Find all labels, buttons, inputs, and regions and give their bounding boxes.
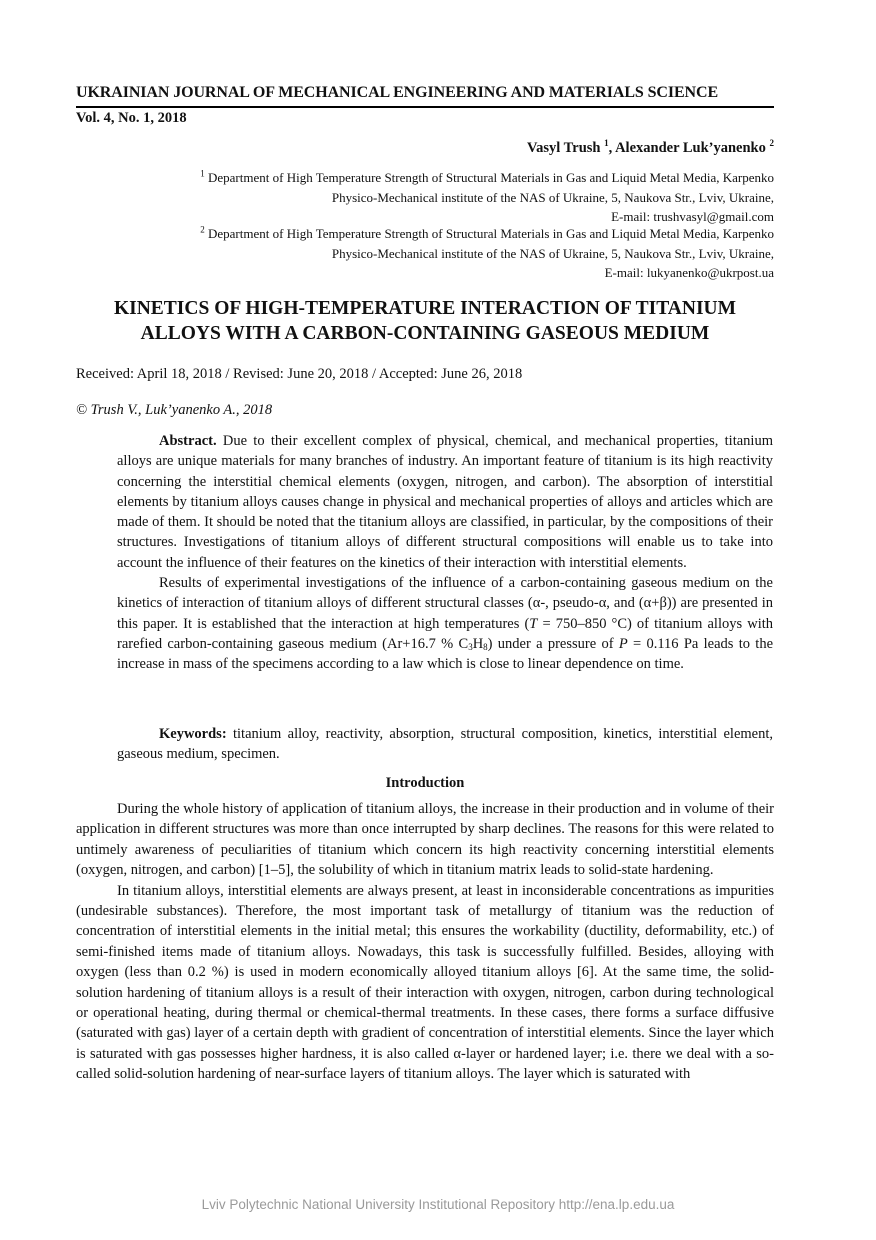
affiliation-2-line-1	[74, 224, 774, 244]
abstract	[117, 431, 773, 675]
abstract-paragraph-2	[117, 573, 773, 674]
section-heading-introduction: Introduction	[385, 775, 465, 791]
abstract-text-1: Due to their excellent complex of physical, chemical, and mechanical properties, titanium alloys are unique materials for many branches of industry. An important feature of titanium is its high reactivity concerning the interstitial chemical elements (oxygen, nitrogen, and carbon). The absorption of interstitial elements by titanium alloys causes change in physical and mechanical properties of alloys and articles which are made of them. It should be noted that the titanium alloys are classified, in particular, by the compositions of their structures. Investigations of titanium alloys of different structural compositions will enable us to take into account the influence of their features on the kinetics of their interaction with interstitial elements.	[117, 433, 773, 571]
formula-subscript-3: 3	[468, 641, 473, 652]
affiliation-2-department: Department of High Temperature Strength of Structural Materials in Gas and Liquid Metal Media, Karpenko	[208, 226, 774, 241]
abstract-text-2c: H	[472, 635, 484, 652]
introduction-paragraph-2: In titanium alloys, interstitial elements are always present, at least in inconsiderable concentrations as impurities (undesirable substances). Therefore, the most important task of metallurgy of titanium was the reduction of concentration of interstitial elements in the initial metal; this ensures the workability (ductility, deformability, etc.) of semi-finished items made of titanium alloys. Nowadays, this task is successfully fulfilled. Besides, alloying with oxygen (less than 0.2 %) is used in modern economically alloyed titanium alloys [6]. At the same time, the solid-solution hardening of titanium alloys is a result of their interaction with oxygen, nitrogen, carbon during technological or operational heating, during thermal or chemical-thermal treatments. In these cases, there forms a surface diffusive (saturated with gas) layer of a certain depth with gradient of concentration of interstitial elements. Since the layer which is saturated with gas possesses higher hardness, it is also called α-layer or hardened layer; i.e. there we deal with a so-called solid-solution hardening of near-surface layers of titanium alloys. The layer which is saturated with	[76, 882, 774, 1083]
author-2-affiliation-mark: 2	[769, 138, 774, 149]
introduction-paragraph-1: During the whole history of application of titanium alloys, the increase in their production and in volume of their application in different structures was more than once interrupted by sharp declines. The reasons for this were related to untimely awareness of peculiarities of titanium which concern its high reactivity concerning interstitial elements (oxygen, nitrogen, and carbon) [1–5], the solubility of which in titanium matrix leads to solid-state hardening.	[76, 801, 774, 879]
journal-volume: Vol. 4, No. 1, 2018	[76, 110, 187, 126]
abstract-text-2e: = 0.116 Pa leads to the increase in mass of the specimens according to a law which is close to linear dependence on time.	[117, 635, 774, 673]
copyright-notice: © Trush V., Luk’yanenko A., 2018	[76, 402, 273, 418]
abstract-label: Abstract.	[159, 433, 217, 449]
abstract-text-2a: Results of experimental investigations of the influence of a carbon-containing gaseous medium on the kinetics of interaction of titanium alloys of different structural classes (α-, pseudo-α, and (α+β)) are presented in this paper. It is established that the interaction at high temperatures (	[117, 575, 773, 632]
abstract-text-2d: ) under a pressure of	[487, 635, 619, 652]
affiliation-2-mark: 2	[200, 224, 205, 235]
paper-title-line-2: ALLOYS WITH A CARBON-CONTAINING GASEOUS MEDIUM	[140, 323, 710, 344]
abstract-text-2b: = 750–850 °C) of titanium alloys with rarefied carbon-containing gaseous medium (Ar+16.7 % C	[117, 615, 773, 652]
author-1-affiliation-mark: 1	[604, 138, 609, 149]
author-line	[527, 140, 774, 157]
affiliation-1	[74, 168, 774, 227]
author-separator: ,	[608, 140, 616, 156]
affiliation-1-line-1	[74, 168, 774, 188]
keywords	[117, 724, 773, 765]
keywords-label: Keywords:	[159, 726, 227, 742]
paper-title	[76, 296, 774, 346]
affiliation-2-email: E-mail: lukyanenko@ukrpost.ua	[604, 265, 774, 280]
journal-title: UKRAINIAN JOURNAL OF MECHANICAL ENGINEERING AND MATERIALS SCIENCE	[76, 84, 719, 101]
temperature-symbol: T	[529, 615, 538, 632]
pressure-symbol: P	[618, 635, 628, 652]
affiliation-1-line-2: Physico-Mechanical institute of the NAS of Ukraine, 5, Naukova Str., Lviv, Ukraine,	[331, 189, 774, 205]
affiliation-2	[74, 224, 774, 283]
author-2-name: Alexander Luk’yanenko	[615, 140, 766, 156]
affiliation-1-department: Department of High Temperature Strength of Structural Materials in Gas and Liquid Metal Media, Karpenko	[208, 170, 774, 185]
header-rule	[76, 106, 774, 108]
author-1-name: Vasyl Trush	[527, 140, 601, 156]
keywords-text: titanium alloy, reactivity, absorption, structural composition, kinetics, interstitial element, gaseous medium, specimen.	[117, 726, 773, 763]
received-dates: Received: April 18, 2018 / Revised: June 20, 2018 / Accepted: June 26, 2018	[76, 366, 523, 382]
affiliation-2-line-2: Physico-Mechanical institute of the NAS of Ukraine, 5, Naukova Str., Lviv, Ukraine,	[331, 245, 774, 261]
abstract-paragraph-1	[117, 431, 773, 573]
repository-footer: Lviv Polytechnic National University Institutional Repository http://ena.lp.edu.ua	[201, 1197, 675, 1212]
affiliation-1-mark: 1	[200, 168, 205, 179]
paper-title-line-1: KINETICS OF HIGH-TEMPERATURE INTERACTION OF TITANIUM	[113, 298, 737, 319]
introduction-body	[76, 799, 774, 1085]
formula-subscript-8: 8	[483, 641, 488, 652]
affiliation-1-email: E-mail: trushvasyl@gmail.com	[611, 209, 774, 224]
